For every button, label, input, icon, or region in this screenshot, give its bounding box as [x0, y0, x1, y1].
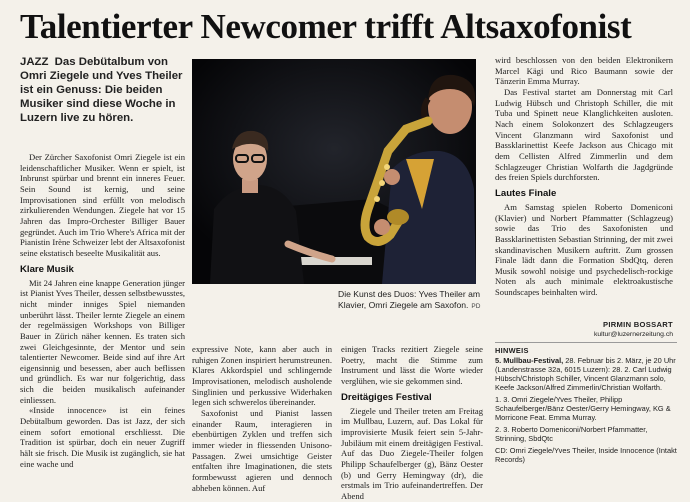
paragraph: Ziegele und Theiler treten am Freitag im Mullbau, Luzern, auf. Das Lokal für improvisierte Musik feiert sein 5-Jahr-Jubiläum mit einem dreitägigen Festival. Auf das Duo Ziegele-Theiler folgen Philipp Schaufelberger (g), Bänz Oester (b) und Gerry Hemingway (dr), die erstmals im Trio aufeinandertreffen. Der Abend — [341, 405, 483, 501]
headline: Talentierter Newcomer trifft Altsaxofonist — [20, 7, 632, 46]
paragraph: Am Samstag spielen Roberto Domeniconi (Klavier) und Norbert Pfammatter (Schlagzeug) sowie das Trio des Saxofonisten und Bassklarinettisten Sebastian Strinning, der mit zwei skandinavischen Musikern auftritt. Zum grossen Finale lädt dann die Formation SbdQtq, deren Musik sowohl noisige und psychedelisch-rockige Noten als auch minimale elektroakustische Soundscapes beinhalten wird. — [495, 201, 673, 298]
hinweis-item: CD: Omri Ziegele/Yves Theiler, Inside Innocence (Intakt Records) — [495, 446, 677, 464]
author-byline — [495, 320, 673, 339]
paragraph: «Inside innocence» ist ein feines Debütalbum geworden. Das ist Jazz, der sich einem sofort emotional erschliesst. Die Tradition ist spürbar, doch ein neuer Zugriff hält sie frisch. Die Musik ist zugänglich, sie hat eine wache und — [20, 405, 185, 469]
paragraph: Saxofonist und Pianist lassen einander Raum, interagieren in ebenbürtigen Zyklen und treffen sich immer wieder in fliessenden Unisono-Passagen. Zwei umsichtige Geister entfalten ihre Imaginationen, die stets formbewusst agieren und dennoch abheben können. Auf — [192, 407, 332, 493]
author-name: PIRMIN BOSSART — [602, 320, 673, 329]
subheading-dreitaegiges-festival: Dreitägiges Festival — [341, 391, 432, 403]
hinweis-item: 2. 3. Roberto Domeniconi/Norbert Pfammatter, Strinning, SbdQtc — [495, 425, 648, 443]
article-column-1 — [20, 152, 185, 469]
hand — [384, 169, 400, 185]
photo-credit: PD — [471, 303, 481, 310]
article-column-3 — [341, 344, 483, 502]
hinweis-box — [495, 346, 677, 467]
divider — [495, 342, 677, 343]
hinweis-item: 5. Mullbau-Festival, 28. Februar bis 2. März, je 20 Uhr (Landenstrasse 32a, 6015 Luzern): 28. 2. Carl Ludwig Hübsch/Christoph Schiller, Vincent Glanzmann solo, Keefe Jackson/Alfred Zimmerlin/Christian Wolfarth. — [495, 356, 676, 392]
hand — [374, 219, 390, 235]
hinweis-item: 1. 3. Omri Ziegele/Yves Theiler, Philipp Schaufelberger/Bänz Oester/Gerry Hemingway, KG & Morricone Feat. Emma Murray. — [495, 395, 671, 422]
lead-text: Das Debütalbum von Omri Ziegele und Yves Theiler ist ein Genuss: Die beiden Musiker sind diese Woche in Luzern live zu hören. — [20, 56, 183, 124]
paragraph: einigen Tracks rezitiert Ziegele seine Poetry, macht die Stimme zum Instrument und lässt die Worte wieder verglühen, wie sie gekommen sind. — [341, 344, 483, 386]
photo-caption — [338, 289, 488, 312]
paragraph: Der Zürcher Saxofonist Omri Ziegele ist ein leidenschaftlicher Musiker. Wenn er spielt, ist Inbrunst spürbar und brennt ein inneres Feuer. Sein Sound ist kernig, und seine Improvisationen sind erfüllt von melodisch zirkulierenden Wendungen. Ziegele hat vor 15 Jahren das Impro-Orchester Billiger Bauer gegründet. Auch im Trio Where's Africa mit der Pianistin Irène Schweizer lebt der Altsaxofonist seine ekstatisch beseelte Musikalität aus. — [20, 152, 185, 258]
paragraph: Das Festival startet am Donnerstag mit Carl Ludwig Hübsch und Christoph Schiller, die mit Tuba und Spinett neue Klanglichkeiten ausloten. Nach einem Solokonzert des Schlagzeugers Vincent Glanzmann wird Saxofonist und Bassklarinettist Keefe Jackson aus Chicago mit dem Cellisten Alfred Zimmerlin und dem Schlagzeuger Christian Wolfarth die Jagdgründe des freien Spiels durchforsten. — [495, 86, 673, 183]
duo-photo-illustration — [192, 59, 476, 284]
hinweis-label: HINWEIS — [495, 346, 529, 355]
author-email: kultur@luzernerzeitung.ch — [593, 331, 673, 338]
article-photo — [192, 59, 476, 284]
paragraph: Mit 24 Jahren eine knappe Generation jünger ist Pianist Yves Theiler, dessen selbstbewusstes, nicht minder inniges Spiel niemanden unberührt lässt. Theiler lernte Ziegele an einem der regelmässigen Workshops von Billiger Bauer in Zürich näher kennen. Es traten sich zwei Gleichgesinnte, der Mentor und sein talentierter Newcomer. Beide sind auf ihre Art eigensinnig und besessen, aber auch beflissen und gründlich. Es war nur folgerichtig, dass sich die beiden musikalisch aufeinander einliessen. — [20, 277, 185, 405]
paragraph: expressive Note, kann aber auch in ruhigen Zonen inspiriert herumstreunen. Klares Akkordspiel und schlingernde Improvisationen, melodisch ausholende Singlinien und perkussive Widerhaken legen sich schwerelos übereinander. — [192, 344, 332, 408]
caption-text: Die Kunst des Duos: Yves Theiler am Klavier, Omri Ziegele am Saxofon. — [338, 289, 481, 310]
subheading-klare-musik: Klare Musik — [20, 263, 74, 275]
lead-paragraph — [20, 55, 185, 125]
article-column-2 — [192, 344, 332, 493]
paragraph: wird beschlossen von den beiden Elektronikern Marcel Kägi und Rico Baumann sowie der Tänzerin Emma Murray. — [495, 55, 673, 87]
article-column-4 — [495, 55, 673, 298]
subheading-lautes-finale: Lautes Finale — [495, 187, 557, 199]
lead-kicker: JAZZ — [20, 56, 49, 68]
